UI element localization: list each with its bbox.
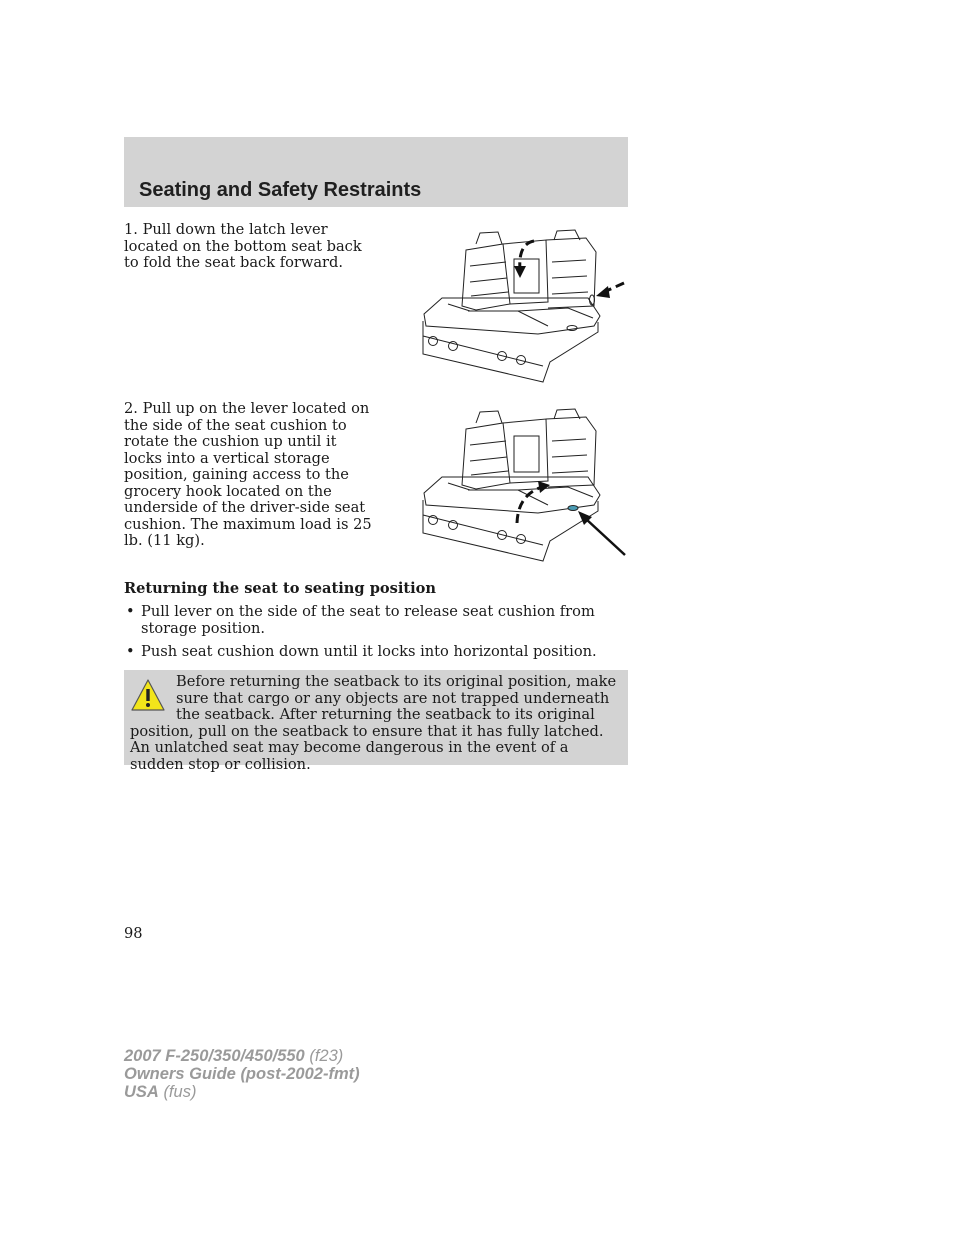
step-2-text: 2. Pull up on the lever located on the side of the seat cushion to rotate the cushion up until it locks into a vertical storage position, gaining access to the grocery hook located on the underside of the driver-side seat cushion. The maximum load is 25 lb. (11 kg). <box>124 400 372 549</box>
seat-fold-illustration <box>418 226 630 384</box>
bullet-dot: • <box>126 643 135 660</box>
warning-triangle-icon <box>130 678 166 712</box>
warning-box <box>124 670 628 773</box>
returning-heading: Returning the seat to seating position <box>124 580 437 597</box>
section-header <box>124 137 628 207</box>
document-footer <box>124 1047 360 1101</box>
bullet-text: Pull lever on the side of the seat to release seat cushion from storage position. <box>141 603 595 637</box>
step-1-text: 1. Pull down the latch lever located on the bottom seat back to fold the seat back forward. <box>124 221 362 271</box>
footer-guide: Owners Guide (post-2002-fmt) <box>124 1065 360 1083</box>
footer-region: USA <box>124 1083 159 1101</box>
list-item <box>124 644 624 661</box>
footer-region-code: (fus) <box>163 1083 197 1101</box>
footer-model: 2007 F-250/350/450/550 <box>124 1047 305 1065</box>
bullet-text: Push seat cushion down until it locks into horizontal position. <box>141 643 597 660</box>
footer-model-code: (f23) <box>309 1047 344 1065</box>
warning-text: Before returning the seatback to its original position, make sure that cargo or any objects are not trapped underneath the seatback. After returning the seatback to its original position, pull on the seatback to ensure that it has fully latched. An unlatched seat may become dangerous in the event of a sudden stop or collision. <box>130 673 617 773</box>
returning-list <box>124 604 624 668</box>
bullet-dot: • <box>126 603 135 620</box>
page-number: 98 <box>124 925 143 942</box>
seat-cushion-lift-illustration <box>418 405 630 563</box>
section-title: Seating and Safety Restraints <box>139 179 422 201</box>
list-item <box>124 604 624 637</box>
